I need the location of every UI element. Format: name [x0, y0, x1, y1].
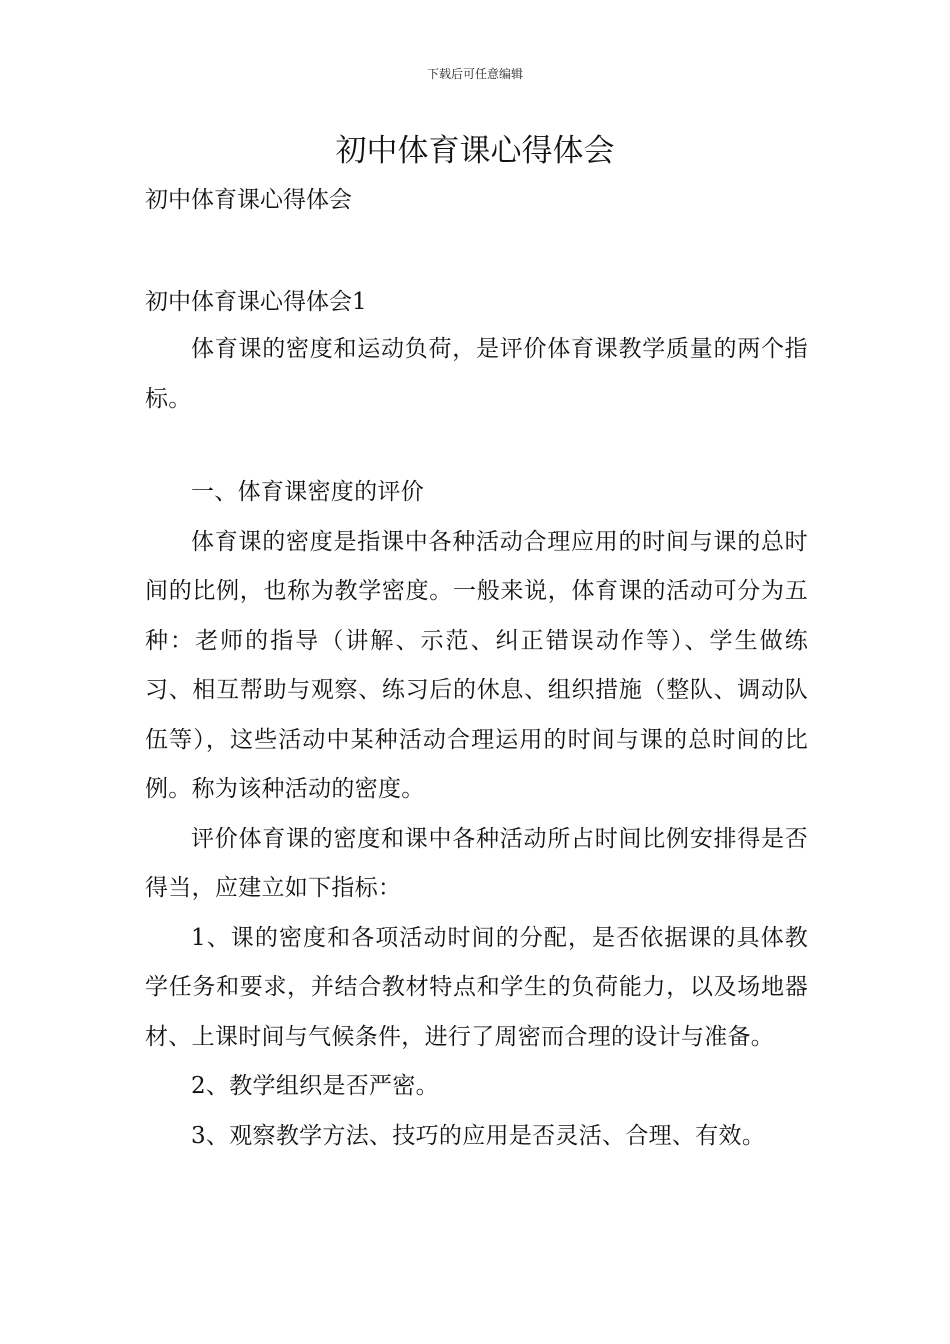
paragraph-density-definition: 体育课的密度是指课中各种活动合理应用的时间与课的总时间的比例，也称为教学密度。一般来说，体育课的活动可分为五种：老师的指导（讲解、示范、纠正错误动作等）、学生做练习、相互帮助与观察、练习后的休息、组织措施（整队、调动队伍等），这些活动中某种活动合理运用的时间与课的总时间的比例。称为该种活动的密度。: [145, 528, 808, 802]
header-note: 下载后可任意编辑: [426, 67, 523, 81]
paragraph-evaluation-criteria: 评价体育课的密度和课中各种活动所占时间比例安排得是否得当，应建立如下指标：: [145, 825, 808, 901]
paragraph-intro: 体育课的密度和运动负荷，是评价体育课教学质量的两个指标。: [145, 336, 808, 412]
paragraph-criterion-1: 1、课的密度和各项活动时间的分配，是否依据课的具体教学任务和要求，并结合教材特点和学生的负荷能力，以及场地器材、上课时间与气候条件，进行了周密而合理的设计与准备。: [145, 924, 808, 1050]
section-heading: 初中体育课心得体会1: [145, 289, 367, 315]
paragraph-heading-density: 一、体育课密度的评价: [191, 479, 424, 505]
body-text: [145, 325, 808, 1161]
paragraph-criterion-3: 3、观察教学方法、技巧的应用是否灵活、合理、有效。: [191, 1122, 766, 1149]
paragraph-criterion-2: 2、教学组织是否严密。: [191, 1073, 439, 1099]
document-title: 初中体育课心得体会: [335, 133, 615, 169]
document-subtitle: 初中体育课心得体会: [145, 187, 352, 213]
